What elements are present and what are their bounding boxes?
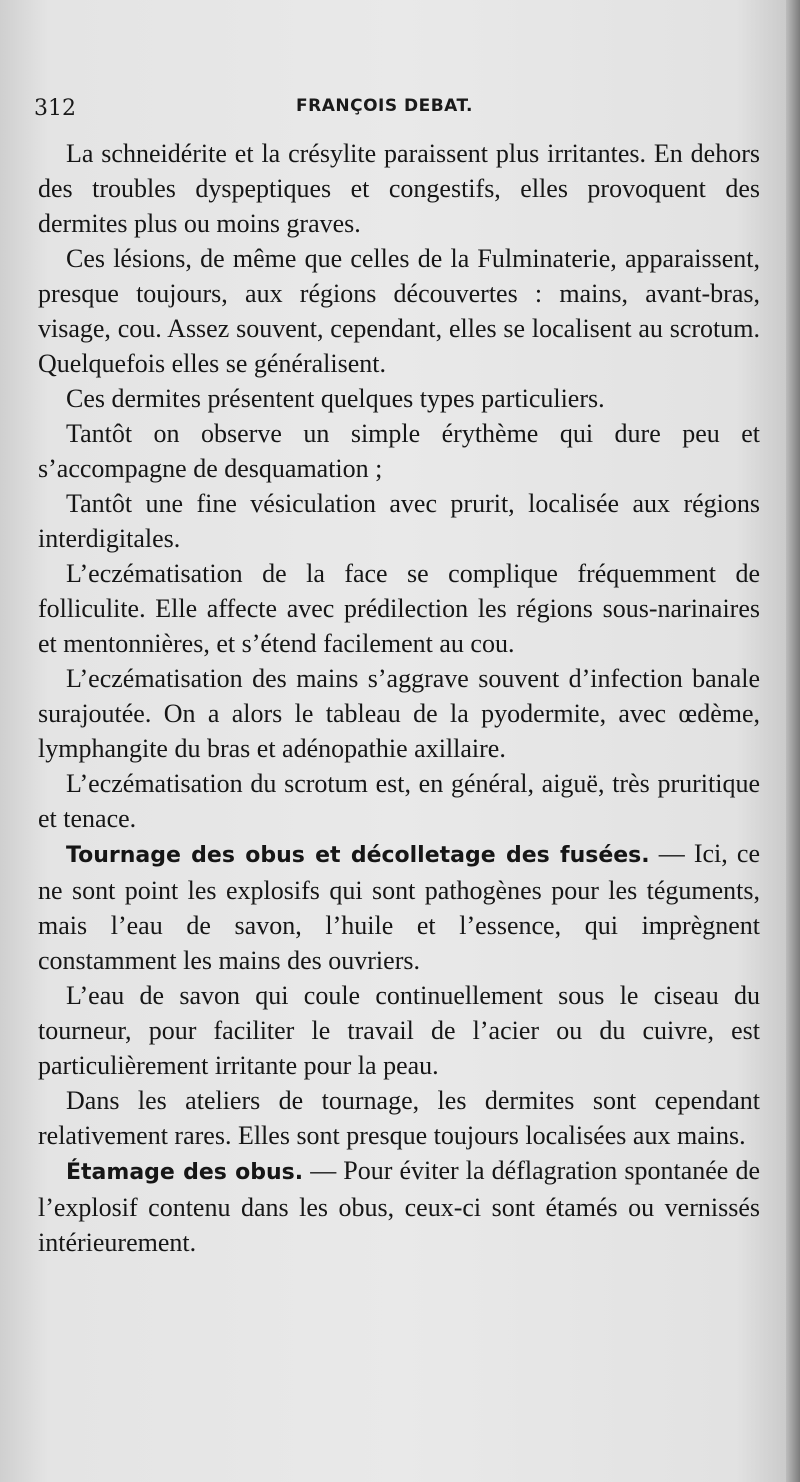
paragraph xyxy=(38,978,760,1083)
paragraph xyxy=(38,136,760,241)
paragraph-text: Ces lésions, de même que celles de la Fulminaterie, apparaissent, presque toujours, aux régions découvertes : mains, avant-bras, visage, cou. Assez souvent, cependant, elles se localisent au scrotum. Quelquefois elles se généralisent. xyxy=(38,244,760,378)
page-edge-shadow xyxy=(786,0,800,1482)
paragraph xyxy=(38,1083,760,1153)
section-title: Étamage des obus. xyxy=(66,1160,304,1185)
paragraph xyxy=(38,766,760,836)
page-number: 312 xyxy=(34,96,76,121)
paragraph-text: Ces dermites présentent quelques types particuliers. xyxy=(66,384,605,413)
section-paragraph xyxy=(38,1153,760,1260)
paragraph xyxy=(38,416,760,486)
paragraph-text: L’eczématisation des mains s’aggrave souvent d’infection banale surajoutée. On a alors le tableau de la pyodermite, avec œdème, lymphangite du bras et adénopathie axillaire. xyxy=(38,664,760,763)
paragraph xyxy=(38,486,760,556)
paragraph xyxy=(38,381,760,416)
paragraph-text: La schneidérite et la crésylite paraissent plus irritantes. En dehors des troubles dyspeptiques et congestifs, elles provoquent des dermites plus ou moins graves. xyxy=(38,139,760,238)
page-header xyxy=(34,92,764,132)
section-title: Tournage des obus et décolletage des fusées. xyxy=(66,843,650,868)
paragraph-text: Dans les ateliers de tournage, les dermites sont cependant relativement rares. Elles sont presque toujours localisées aux mains. xyxy=(38,1086,760,1150)
paragraph-text: — Ici, ce ne sont point les explosifs qui sont pathogènes pour les téguments, mais l’eau de savon, l’huile et l’essence, qui imprègnent constamment les mains des ouvriers. xyxy=(38,839,760,975)
paragraph-text: L’eau de savon qui coule continuellement sous le ciseau du tourneur, pour faciliter le travail de l’acier ou du cuivre, est particulièrement irritante pour la peau. xyxy=(38,981,760,1080)
paragraph-text: Tantôt on observe un simple érythème qui dure peu et s’accompagne de desquamation ; xyxy=(38,419,760,483)
paragraph-text: L’eczématisation du scrotum est, en général, aiguë, très pruritique et tenace. xyxy=(38,769,760,833)
body-text xyxy=(38,136,760,1260)
paragraph xyxy=(38,241,760,381)
paragraph-text: Tantôt une fine vésiculation avec prurit, localisée aux régions interdigitales. xyxy=(38,489,760,553)
paragraph xyxy=(38,556,760,661)
paragraph xyxy=(38,661,760,766)
section-paragraph xyxy=(38,836,760,978)
paragraph-text: — Pour éviter la déflagration spontanée de l’explosif contenu dans les obus, ceux-ci sont étamés ou vernissés intérieurement. xyxy=(38,1156,760,1257)
paragraph-text: L’eczématisation de la face se complique fréquemment de folliculite. Elle affecte avec prédilection les régions sous-narinaires et mentonnières, et s’étend facilement au cou. xyxy=(38,559,760,658)
running-head: FRANÇOIS DEBAT. xyxy=(296,96,473,116)
